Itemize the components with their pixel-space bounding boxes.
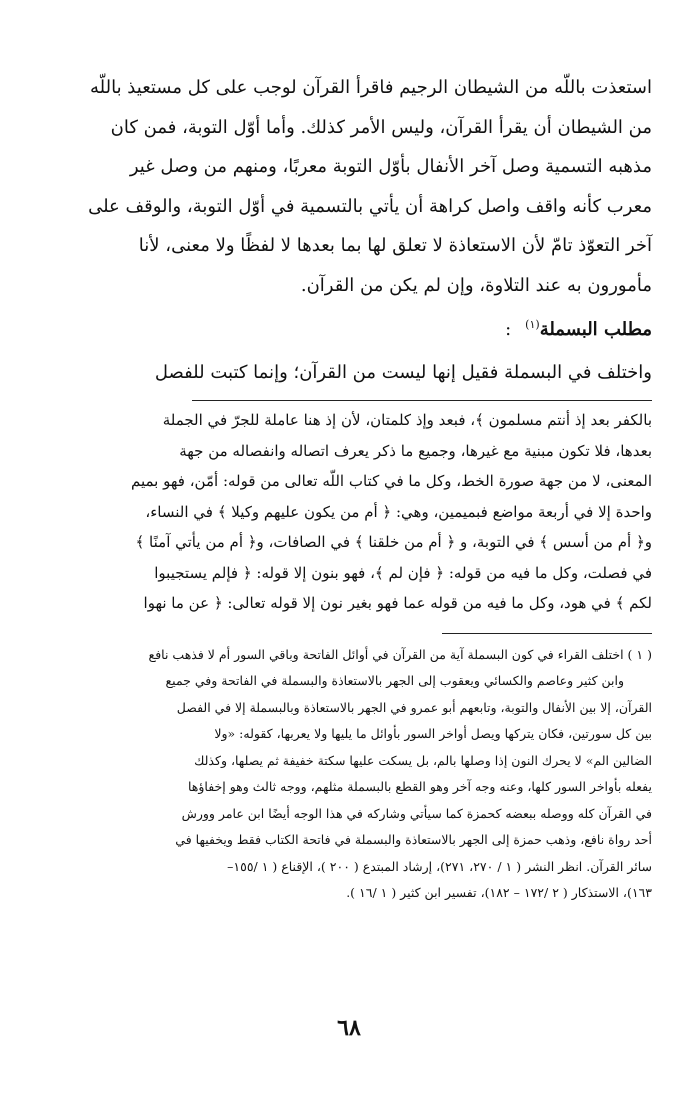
text-line: مأمورون به عند التلاوة، وإن لم يكن من القرآن. <box>300 274 652 296</box>
continuation-line: في فصلت، وكل ما فيه من قوله: ﴿ فإن لم ﴾، فهو بنون إلا قوله: ﴿ فإلم يستجيبوا <box>154 563 652 582</box>
continuation-text <box>46 405 652 619</box>
section-heading <box>525 305 652 350</box>
footnotes <box>46 642 652 907</box>
text-line: مذهبه التسمية وصل آخر الأنفال بأوّل التوبة معربًا، ومنهم من وصل غير <box>129 156 652 177</box>
section-heading-row <box>46 305 652 350</box>
footnote-reference: (١) <box>525 318 540 331</box>
continuation-line: المعنى، لا من جهة صورة الخط، وكل ما في كتاب اللّه تعالى من قوله: أمّن، فهو بميم <box>130 472 652 490</box>
page-number: ٦٨ <box>337 1015 361 1041</box>
text-line: استعذت باللّه من الشيطان الرجيم فاقرأ القرآن لوجب على كل مستعيذ باللّه <box>90 77 652 98</box>
section-heading-text: مطلب البسملة <box>539 319 652 340</box>
footnote-line: سائر القرآن. انظر النشر ( ١ / ٢٧٠، ٢٧١)، إرشاد المبتدع ( ٢٠٠ )، الإقناع ( ١ /١٥٥– <box>227 858 652 874</box>
text-line: آخر التعوّذ تامّ لأن الاستعاذة لا تعلق لها بما بعدها لا لفظًا ولا معنى، لأنا <box>138 235 652 256</box>
footnote-line: القرآن، إلا بين الأنفال والتوبة، وتابعهم أبو عمرو في الجهر بالاستعاذة وبالبسملة إلا في الفصل <box>176 699 652 715</box>
footnote-line: في القرآن كله ووصله ببعضه كحمزة كما سيأتي وشاركه في هذا الوجه أيضًا ابن عامر وورش <box>181 805 652 821</box>
text-line: من الشيطان أن يقرأ القرآن، وليس الأمر كذلك. وأما أوّل التوبة، فمن كان <box>110 116 652 138</box>
footnote-divider <box>442 633 652 634</box>
footnote-line: ١٦٣)، الاستذكار ( ٢ /١٧٢ – ١٨٢)، تفسير ابن كثير ( ١ /١٦ ). <box>346 885 652 900</box>
footnote-line: بين كل سورتين، فكان يتركها ويصل أواخر السور بأوائل ما يليها ولا يعربها، كقوله: «ولا <box>214 726 652 741</box>
footnote-line: وابن كثير وعاصم والكسائي ويعقوب إلى الجهر بالاستعاذة والبسملة في الفاتحة وفي جميع <box>165 673 624 688</box>
footnote-line: أحد رواة نافع، وذهب حمزة إلى الجهر بالاستعاذة والبسملة في فاتحة الكتاب فقط ويخفيها في <box>175 832 652 847</box>
continuation-line: و﴿ أم من أسس ﴾ في التوبة، و ﴿ أم من خلقنا ﴾ في الصافات، و﴿ أم من يأتي آمنًا ﴾ <box>135 533 652 551</box>
footnote-line: يفعله بأواخر السور كلها، وعنه وجه آخر وهو القطع بالبسملة مثلهم، ووجه ثالث وهو إخفاؤها <box>187 779 652 794</box>
text-line: معرب كأنه واقف واصل كراهة أن يأتي بالتسمية في أوّل التوبة، والوقف على <box>88 195 652 217</box>
footnote-line: الضالين الم» لا يحرك النون إذا وصلها بالم، بل يسكت عليها سكتة خفيفة ثم يصلها، وكذلك <box>194 752 652 768</box>
continuation-line: واحدة إلا في أربعة مواضع فبميمين، وهي: ﴿ أم من يكون عليهم وكيلا ﴾ في النساء، <box>145 502 652 521</box>
heading-colon: : <box>505 319 512 340</box>
continuation-line: بالكفر بعد إذ أنتم مسلمون ﴾، فبعد وإذ كلمتان، لأن إذ هنا عاملة للجرّ في الجملة <box>162 411 652 429</box>
section-divider <box>192 400 652 401</box>
main-last-line: واختلف في البسملة فقيل إنها ليست من القرآن؛ وإنما كتبت للفصل <box>154 362 652 383</box>
main-paragraph <box>46 68 652 305</box>
continuation-line: بعدها، فلا تكون مبنية مع غيرها، وجميع ما ذكر يعرف اتصاله وانفصاله من جهة <box>179 441 652 460</box>
continuation-line: لكم ﴾ في هود، وكل ما فيه من قوله عما فهو بغير نون إلا قوله تعالى: ﴿ عن ما نهوا <box>143 594 652 612</box>
footnote-line: ( ١ ) اختلف القراء في كون البسملة آية من القرآن في أوائل الفاتحة وباقي السور أم لا فذهب نافع <box>148 646 652 662</box>
